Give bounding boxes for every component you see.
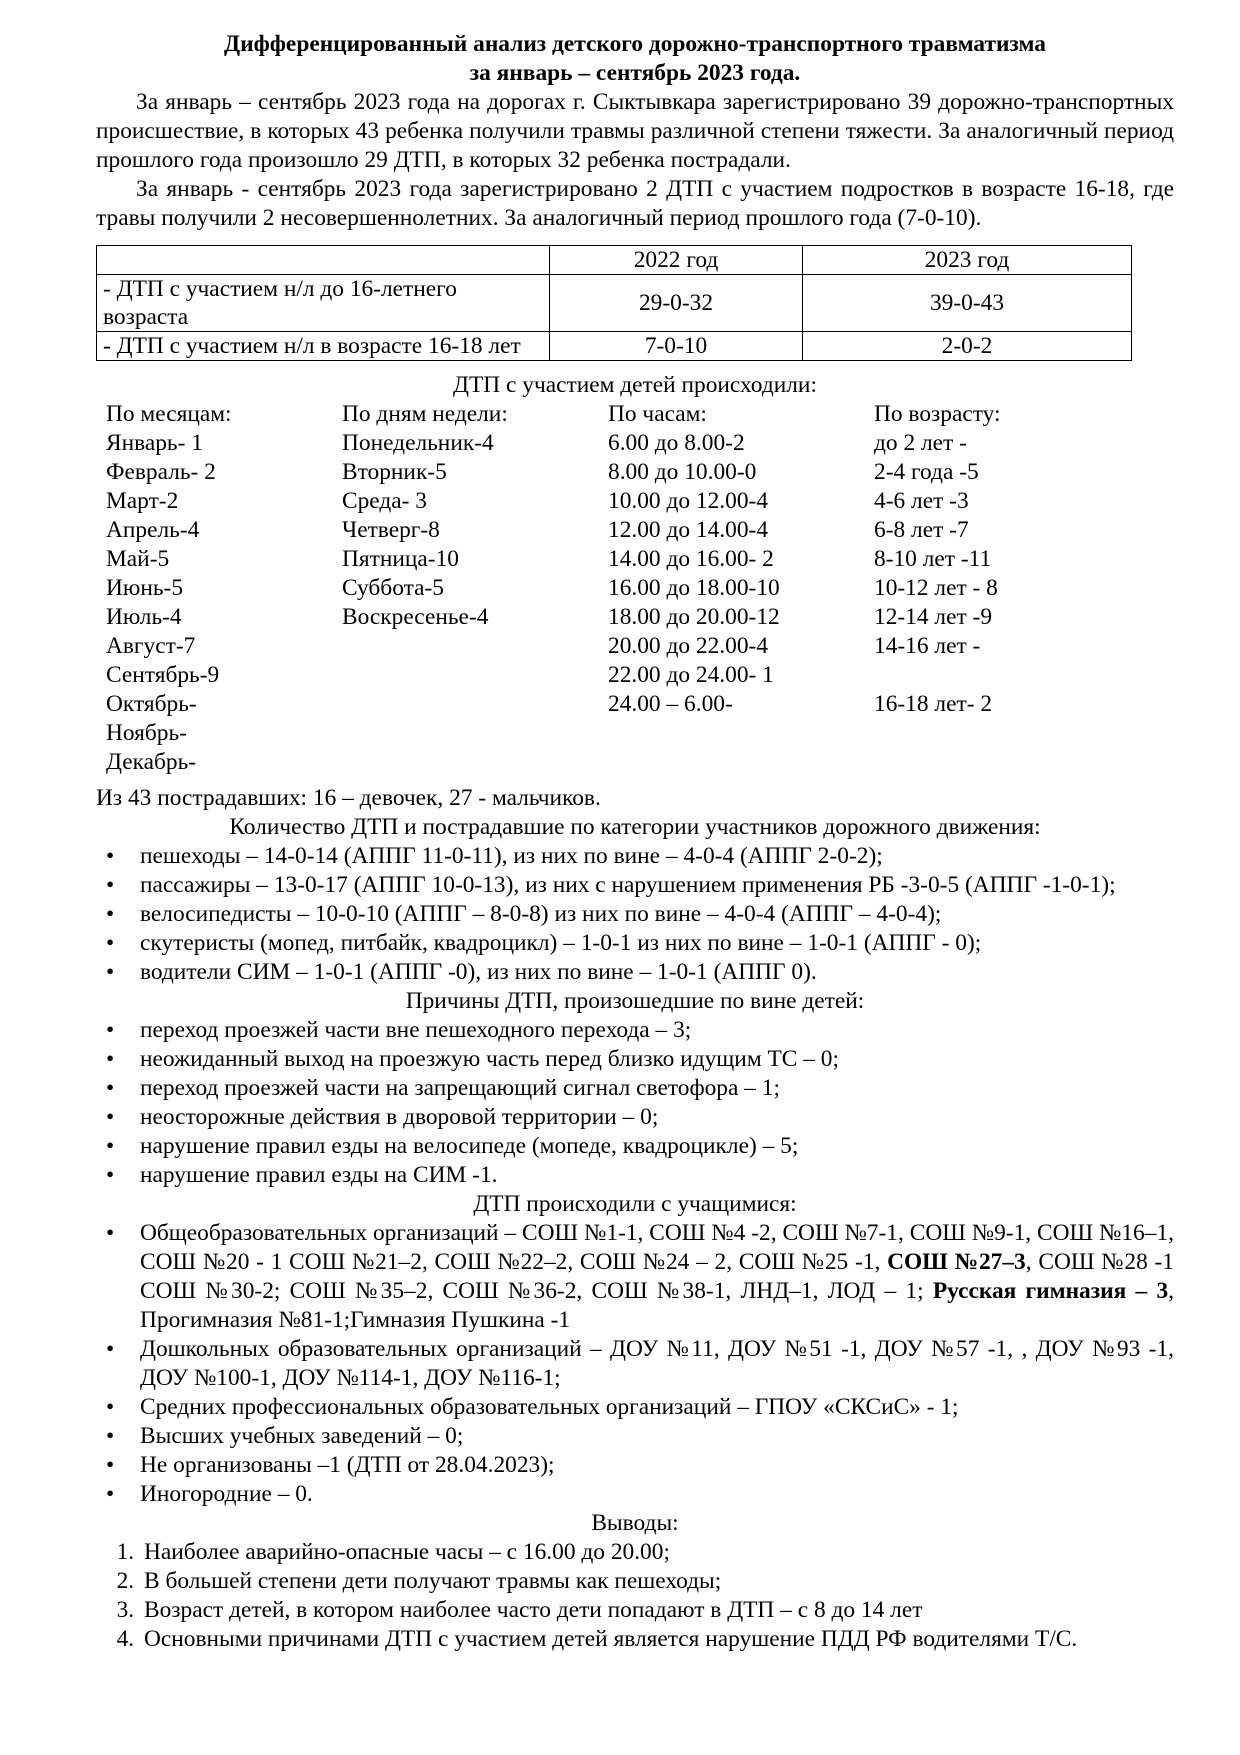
list-item: • нарушение правил езды на велосипеде (мопеде, квадроцикле) – 5;	[140, 1132, 1174, 1161]
list-item: 4-6 лет -3	[874, 488, 969, 514]
categories-heading: Количество ДТП и пострадавшие по категории участников дорожного движения:	[229, 814, 1041, 840]
list-item: • Не организованы –1 (ДТП от 28.04.2023);	[140, 1451, 1174, 1480]
list-item: • переход проезжей части вне пешеходного перехода – 3;	[140, 1016, 1174, 1045]
list-item: 18.00 до 20.00-12	[608, 604, 780, 630]
causes-heading: Причины ДТП, произошедшие по вине детей:	[405, 988, 865, 1014]
list-item: 6.00 до 8.00-2	[608, 430, 745, 456]
general-schools-bold-1: СОШ №27–3	[887, 1249, 1026, 1275]
list-item: Июнь-5	[106, 575, 184, 601]
list-item: 12.00 до 14.00-4	[608, 517, 769, 543]
table-cell: 7-0-10	[550, 332, 803, 361]
title-line-1: Дифференцированный анализ детского дорожно-транспортного травматизма	[224, 31, 1046, 57]
list-item-general-schools	[140, 1219, 1174, 1335]
comparison-table	[96, 245, 1132, 361]
list-item: Февраль- 2	[106, 459, 216, 485]
list-item: Март-2	[106, 488, 179, 514]
list-item: • Иногородние – 0.	[140, 1480, 1174, 1509]
list-item: • нарушение правил езды на СИМ -1.	[140, 1161, 1174, 1190]
table-header-cell: 2022 год	[550, 246, 803, 275]
list-item: 2-4 года -5	[874, 459, 979, 485]
list-item: Воскресенье-4	[342, 604, 489, 630]
ages-column	[874, 400, 1001, 777]
list-item: • неосторожные действия в дворовой территории – 0;	[140, 1103, 1174, 1132]
victims-line: Из 43 пострадавших: 16 – девочек, 27 - мальчиков.	[96, 785, 601, 811]
document-title	[96, 30, 1174, 88]
list-item: • переход проезжей части на запрещающий сигнал светофора – 1;	[140, 1074, 1174, 1103]
document-page	[96, 30, 1174, 1654]
table-cell: - ДТП с участием н/л в возрасте 16-18 лет	[97, 332, 550, 361]
months-column	[106, 400, 342, 777]
table-row	[97, 332, 1132, 361]
table-header-cell	[97, 246, 550, 275]
column-title: По часам:	[608, 401, 707, 427]
list-item: Октябрь-	[106, 691, 197, 717]
column-title: По дням недели:	[342, 401, 508, 427]
list-item: Декабрь-	[106, 749, 197, 775]
list-item: 4. Основными причинами ДТП с участием детей является нарушение ПДД РФ водителями Т/С.	[140, 1625, 1174, 1654]
list-item	[874, 661, 1001, 690]
conclusions-list	[96, 1538, 1174, 1654]
list-item: 16.00 до 18.00-10	[608, 575, 780, 601]
table-cell: 2-0-2	[803, 332, 1132, 361]
title-line-2: за январь – сентябрь 2023 года.	[469, 60, 801, 86]
list-item: 24.00 – 6.00-	[608, 691, 733, 717]
table-header-cell: 2023 год	[803, 246, 1132, 275]
intro-paragraph-2: За январь - сентябрь 2023 года зарегистрировано 2 ДТП с участием подростков в возрасте 16-18, где травы получили 2 несовершеннолетних. За аналогичный период прошлого года (7-0-10).	[96, 176, 1174, 231]
list-item: Сентябрь-9	[106, 662, 220, 688]
list-item: Ноябрь-	[106, 720, 187, 746]
list-item: Май-5	[106, 546, 170, 572]
list-item: • Высших учебных заведений – 0;	[140, 1422, 1174, 1451]
list-item: Январь- 1	[106, 430, 203, 456]
list-item: 8-10 лет -11	[874, 546, 992, 572]
list-item: 14-16 лет -	[874, 633, 981, 659]
conclusions-heading: Выводы:	[591, 1510, 679, 1536]
list-item: 20.00 до 22.00-4	[608, 633, 769, 659]
weekdays-column	[342, 400, 608, 777]
list-item: 12-14 лет -9	[874, 604, 993, 630]
general-schools-text-2: , СОШ №28 -1 СОШ №30-2; СОШ №35–2, СОШ №36-2, СОШ №38-1, ЛНД–1, ЛОД – 1;	[140, 1249, 1175, 1304]
list-item: • неожиданный выход на проезжую часть перед близко идущим ТС – 0;	[140, 1045, 1174, 1074]
list-item: 1. Наиболее аварийно-опасные часы – с 16.00 до 20.00;	[140, 1538, 1174, 1567]
list-item: • Дошкольных образовательных организаций – ДОУ №11, ДОУ №51 -1, ДОУ №57 -1, , ДОУ №93 -1, ДОУ №100-1, ДОУ №114-1, ДОУ №116-1;	[140, 1335, 1174, 1393]
list-item: Август-7	[106, 633, 196, 659]
column-title: По возрасту:	[874, 401, 1001, 427]
list-item: • пассажиры – 13-0-17 (АППГ 10-0-13), из них с нарушением применения РБ -3-0-5 (АППГ -1-0-1);	[140, 871, 1174, 900]
list-item: 14.00 до 16.00- 2	[608, 546, 774, 572]
list-item: 16-18 лет- 2	[874, 691, 993, 717]
distribution-columns	[106, 400, 1174, 777]
list-item: Апрель-4	[106, 517, 200, 543]
list-item: • водители СИМ – 1-0-1 (АППГ -0), из них по вине – 1-0-1 (АППГ 0).	[140, 958, 1174, 987]
list-item: Среда- 3	[342, 488, 427, 514]
students-list	[96, 1219, 1174, 1509]
categories-list	[96, 842, 1174, 987]
list-item: 10-12 лет - 8	[874, 575, 998, 601]
list-item: до 2 лет -	[874, 430, 967, 456]
list-item: Суббота-5	[342, 575, 444, 601]
general-schools-bold-2: Русская гимназия – 3	[932, 1278, 1169, 1304]
list-item: Вторник-5	[342, 459, 447, 485]
distribution-heading: ДТП с участием детей происходили:	[453, 372, 817, 398]
table-header-row	[97, 246, 1132, 275]
hours-column	[608, 400, 874, 777]
general-schools-text-1: Общеобразовательных организаций – СОШ №1-1, СОШ №4 -2, СОШ №7-1, СОШ №9-1, СОШ №16–1, СОШ №20 - 1 СОШ №21–2, СОШ №22–2, СОШ №24 – 2, СОШ №25 -1,	[140, 1220, 1174, 1275]
list-item: Июль-4	[106, 604, 182, 630]
intro-paragraph-1: За январь – сентябрь 2023 года на дорогах г. Сыктывкара зарегистрировано 39 дорожно-транспортных происшествие, в которых 43 ребенка получили травмы различной степени тяжести. За аналогичный период прошлого года произошло 29 ДТП, в которых 32 ребенка пострадали.	[96, 89, 1174, 173]
list-item: • велосипедисты – 10-0-10 (АППГ – 8-0-8) из них по вине – 4-0-4 (АППГ – 4-0-4);	[140, 900, 1174, 929]
table-cell: 29-0-32	[550, 275, 803, 332]
list-item: Пятница-10	[342, 546, 459, 572]
list-item: Понедельник-4	[342, 430, 494, 456]
list-item: 2. В большей степени дети получают травмы как пешеходы;	[140, 1567, 1174, 1596]
list-item: • пешеходы – 14-0-14 (АППГ 11-0-11), из них по вине – 4-0-4 (АППГ 2-0-2);	[140, 842, 1174, 871]
list-item: 3. Возраст детей, в котором наиболее часто дети попадают в ДТП – с 8 до 14 лет	[140, 1596, 1174, 1625]
column-title: По месяцам:	[106, 401, 232, 427]
list-item: Четверг-8	[342, 517, 440, 543]
list-item: 8.00 до 10.00-0	[608, 459, 757, 485]
list-item: • скутеристы (мопед, питбайк, квадроцикл) – 1-0-1 из них по вине – 1-0-1 (АППГ - 0);	[140, 929, 1174, 958]
table-cell: 39-0-43	[803, 275, 1132, 332]
table-cell: - ДТП с участием н/л до 16-летнего возраста	[97, 275, 550, 332]
list-item: • Средних профессиональных образовательных организаций – ГПОУ «СКСиС» - 1;	[140, 1393, 1174, 1422]
list-item: 22.00 до 24.00- 1	[608, 662, 774, 688]
table-row	[97, 275, 1132, 332]
general-schools-text-3: , Прогимназия №81-1;Гимназия Пушкина -1	[140, 1278, 1174, 1333]
causes-list	[96, 1016, 1174, 1190]
students-heading: ДТП происходили с учащимися:	[473, 1191, 797, 1217]
list-item: 10.00 до 12.00-4	[608, 488, 769, 514]
list-item: 6-8 лет -7	[874, 517, 969, 543]
